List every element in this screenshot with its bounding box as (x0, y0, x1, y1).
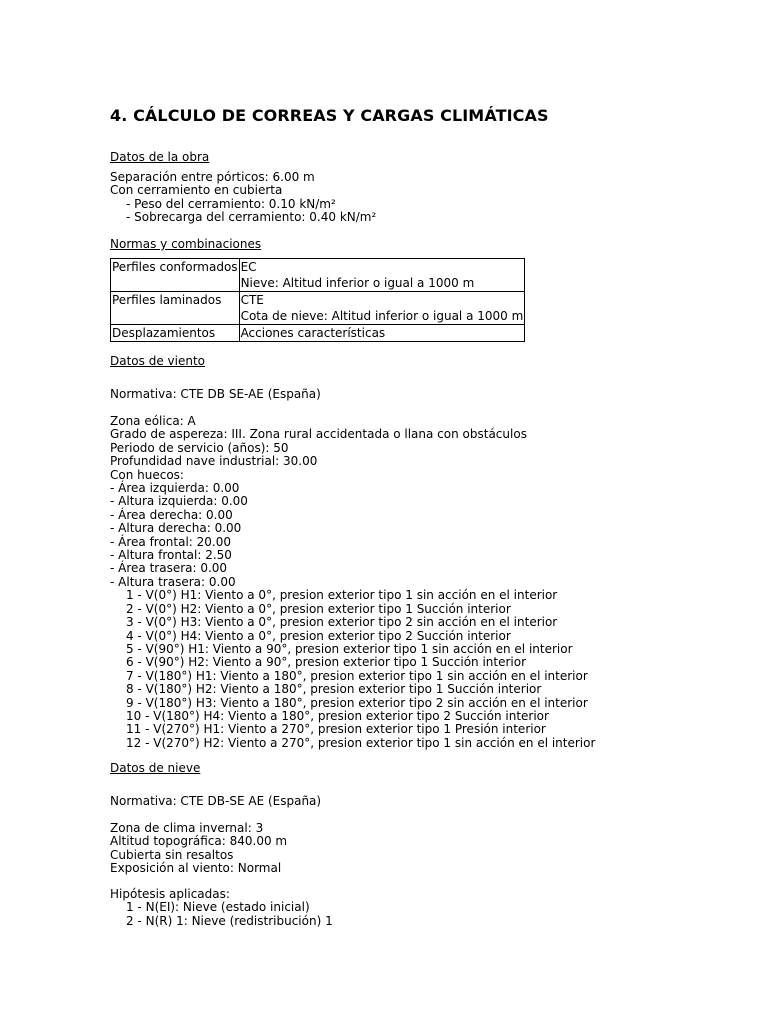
viento-normativa: Normativa: CTE DB SE-AE (España) (110, 387, 321, 401)
viento-hipotesis-item: 4 - V(0°) H4: Viento a 0°, presion exterior tipo 2 Succión interior (126, 628, 511, 643)
nieve-hipotesis-title: Hipótesis aplicadas: (110, 887, 230, 901)
nieve-normativa: Normativa: CTE DB-SE AE (España) (110, 794, 322, 808)
table-cell-value-line: Nieve: Altitud inferior o igual a 1000 m (240, 276, 475, 290)
nieve-line: Altitud topográfica: 840.00 m (110, 834, 288, 849)
obra-block (110, 171, 376, 225)
viento-line: - Altura trasera: 0.00 (110, 574, 236, 589)
section-heading-normas: Normas y combinaciones (110, 237, 262, 251)
table-cell-value-line: EC (240, 260, 257, 274)
viento-line: - Área izquierda: 0.00 (110, 481, 240, 496)
viento-hipotesis-item: 12 - V(270°) H2: Viento a 270°, presion exterior tipo 1 sin acción en el interior (126, 735, 596, 750)
table-cell-value-line: Cota de nieve: Altitud inferior o igual a 1000 m (240, 309, 524, 323)
table-cell-value (239, 325, 525, 342)
nieve-normativa-block (110, 795, 321, 808)
viento-hipotesis-item: 3 - V(0°) H3: Viento a 0°, presion exterior tipo 2 sin acción en el interior (126, 615, 558, 630)
normas-table (110, 258, 525, 342)
viento-line: - Altura izquierda: 0.00 (110, 494, 248, 509)
obra-line: Con cerramiento en cubierta (110, 183, 283, 198)
table-cell-label: Perfiles conformados (111, 259, 240, 292)
viento-line: - Área frontal: 20.00 (110, 534, 232, 549)
table-cell-value-line: CTE (240, 293, 264, 307)
viento-hipotesis-item: 5 - V(90°) H1: Viento a 90°, presion exterior tipo 1 sin acción en el interior (126, 641, 573, 656)
viento-line: Con huecos: (110, 467, 184, 482)
table-row (111, 259, 525, 292)
page-title: 4. CÁLCULO DE CORREAS Y CARGAS CLIMÁTICAS (110, 106, 549, 125)
viento-hipotesis-item: 8 - V(180°) H2: Viento a 180°, presion exterior tipo 1 Succión interior (126, 682, 542, 697)
nieve-hipotesis-item: 2 - N(R) 1: Nieve (redistribución) 1 (126, 913, 333, 928)
viento-block (110, 415, 595, 750)
viento-hipotesis-item: 9 - V(180°) H3: Viento a 180°, presion exterior tipo 2 sin acción en el interior (126, 695, 588, 710)
nieve-line: Zona de clima invernal: 3 (110, 821, 264, 835)
viento-line: Grado de aspereza: III. Zona rural accidentada o llana con obstáculos (110, 427, 527, 442)
viento-normativa-block (110, 388, 321, 401)
nieve-hipotesis-block (110, 888, 333, 928)
table-cell-label: Desplazamientos (111, 325, 240, 342)
obra-line: - Peso del cerramiento: 0.10 kN/m² (126, 196, 336, 211)
viento-hipotesis-item: 10 - V(180°) H4: Viento a 180°, presion exterior tipo 2 Succión interior (126, 708, 549, 723)
obra-line: - Sobrecarga del cerramiento: 0.40 kN/m² (126, 210, 377, 225)
section-heading-viento: Datos de viento (110, 354, 205, 368)
viento-hipotesis-item: 11 - V(270°) H1: Viento a 270°, presion exterior tipo 1 Presión interior (126, 722, 546, 737)
viento-line: - Área trasera: 0.00 (110, 561, 228, 576)
table-cell-value-line: Acciones características (240, 326, 386, 340)
viento-line: Periodo de servicio (años): 50 (110, 440, 289, 455)
table-cell-value (239, 292, 525, 325)
section-heading-nieve: Datos de nieve (110, 761, 201, 775)
viento-line: - Altura frontal: 2.50 (110, 548, 232, 563)
viento-hipotesis-item: 2 - V(0°) H2: Viento a 0°, presion exterior tipo 1 Succión interior (126, 601, 511, 616)
nieve-hipotesis-item: 1 - N(EI): Nieve (estado inicial) (126, 900, 310, 915)
viento-hipotesis-item: 6 - V(90°) H2: Viento a 90°, presion exterior tipo 1 Succión interior (126, 655, 527, 670)
viento-line: Profundidad nave industrial: 30.00 (110, 454, 318, 469)
table-cell-value (239, 259, 525, 292)
viento-hipotesis-item: 1 - V(0°) H1: Viento a 0°, presion exterior tipo 1 sin acción en el interior (126, 588, 558, 603)
section-heading-obra: Datos de la obra (110, 150, 210, 164)
nieve-line: Exposición al viento: Normal (110, 861, 282, 876)
nieve-block (110, 822, 287, 876)
table-row (111, 292, 525, 325)
viento-line: - Altura derecha: 0.00 (110, 521, 242, 536)
table-cell-label: Perfiles laminados (111, 292, 240, 325)
nieve-line: Cubierta sin resaltos (110, 847, 234, 862)
table-row (111, 325, 525, 342)
viento-line: Zona eólica: A (110, 414, 196, 428)
obra-line: Separación entre pórticos: 6.00 m (110, 170, 315, 184)
viento-line: - Área derecha: 0.00 (110, 507, 233, 522)
viento-hipotesis-item: 7 - V(180°) H1: Viento a 180°, presion exterior tipo 1 sin acción en el interior (126, 668, 588, 683)
